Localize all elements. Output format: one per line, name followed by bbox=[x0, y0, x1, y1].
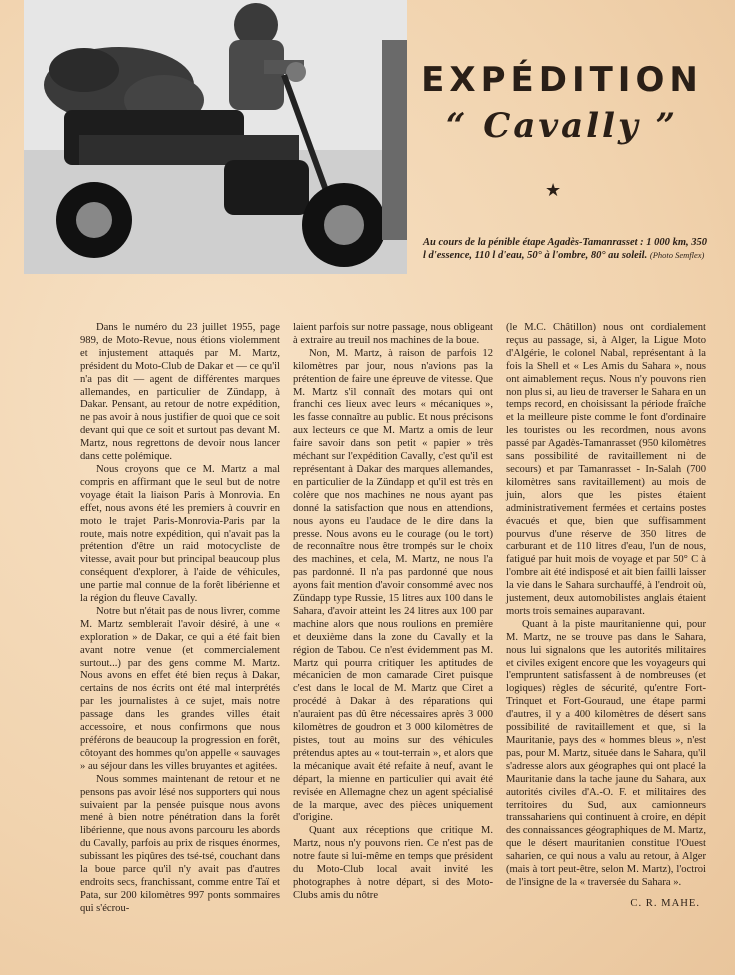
column-1 bbox=[80, 322, 280, 914]
title-block bbox=[412, 60, 712, 146]
star-icon: ★ bbox=[545, 180, 562, 200]
expedition-photo bbox=[24, 0, 407, 274]
paragraph: Non, M. Martz, à raison de parfois 12 kilomètres par jour, nous n'avions pas la prétention de faire une épreuve de vitesse. Que M. Martz s'il connaît des motars qui ont franchi ces lieux avec leurs « mécaniques », les fasse connaître au public. Et nous précisons aux lecteurs ce que M. Martz a omis de leur faire savoir dans son petit « papier » très méchant sur l'expédition Cavally, c'est qu'il est représentant à Dakar des marques allemandes, en particulier de la Zündapp et qu'il est très en colère que nos machines ne nous ayant pas donné la satisfaction que nous en attendions, nous ayons eu l'audace de le dire dans la presse. Nous avons eu le courage (ou le tort) de reconnaître nous être trompés sur le choix des machines, et cela, M. Martz, ne nous l'a pas pardonné. Il n'a pas pardonné que nous ayons fait mention d'avoir consommé avec nos Zündapp type Russie, 15 litres aux 100 dans le Sahara, d'avoir atteint les 24 litres aux 100 par machine alors que nous roulions en première et deuxième dans la zone du Cavally et la région de Tabou. Ce n'est évidemment pas M. Martz qui pourra critiquer les aptitudes de mécanicien de mon camarade Ciret puisque c'est dans le local de M. Martz que Ciret a procédé à Dakar à des réparations qui n'auraient pas dû être nécessaires après 3 000 kilomètres de goudron et 3 000 kilomètres de pistes, tout au moins sur des véhicules prétendus aptes au « tout-terrain », et alors que la mécanique avait été refaite à neuf, avant le départ, la mienne en particulier qui avait été revisée en Allemagne chez un agent spécialisé de la marque, avec des pièces uniquement d'origine. bbox=[293, 347, 493, 824]
paragraph: (le M.C. Châtillon) nous ont cordialement reçus au passage, si, à Alger, la Ligue Moto d'Algérie, le colonel Nabal, représentant à la fois la Shell et « Les Amis du Sahara », nous ont aimablement reçus. Nous n'y pouvons rien non plus si, au lieu de traverser le Sahara en un temps record, en choisissant la période fraîche et la meilleure piste comme le font d'ordinaire les touristes ou les recordmen, nous avons passé par Agadès-Tamanrasset (950 kilomètres sans possibilité de ravitaillement ni de secours) et par Tamanrasset - In-Salah (700 kilomètres sans ravitaillement) au mois de juin, alors que les pistes étaient administrativement fermées et certains postes évacués et que, bien que suffisamment pourvus d'une réserve de 350 litres de carburant et de 110 litres d'eau, l'un de nous, fatigué par huit mois de voyage et par 50° C à l'ombre ait été indisposé et ait bien failli laisser la vie dans le Sahara surchauffé, à l'endroit où, justement, deux automobilistes anglais étaient morts trois semaines auparavant. bbox=[506, 322, 706, 617]
photo-caption bbox=[423, 236, 707, 262]
photo-credit: (Photo Semflex) bbox=[649, 250, 705, 260]
caption-text: Au cours de la pénible étape Agadès-Tamanrasset : 1 000 km, 350 l d'essence, 110 l d'eau, 50° à l'ombre, 80° au soleil. bbox=[423, 237, 707, 261]
column-2 bbox=[293, 322, 493, 901]
article-columns bbox=[80, 322, 706, 914]
paragraph: Nous croyons que ce M. Martz a mal compris en affirmant que le seul but de notre voyage était la liaison Paris à Monrovia. En effet, nous avons été les premiers à couvrir en moto le trajet Paris-Monrovia-Paris par la route, mais notre expédition, qui n'avait pas la prétention d'être un raid motocycliste de vitesse, avait pour but principal beaucoup plus conséquent d'explorer, à l'aide de véhicules, une partie mal connue de la forêt libérienne et la région du fleuve Cavally. bbox=[80, 463, 280, 605]
paragraph: Notre but n'était pas de nous livrer, comme M. Martz semblerait l'avoir désiré, à une « exploration » de Dakar, ce qui a été fait bien avant notre venue (et commercialement surtout...) par des gens comme M. Martz. Nous avons en effet été bien reçus à Dakar, certains de nos écrits ont été mal interprétés par les journalistes à ce sujet, mais notre passage dans les grandes villes était accessoire, et nous confirmons que nous préférons de beaucoup la progression en forêt, côtoyant des hommes qu'on appelle « sauvages » au séjour dans les villes bruyantes et agitées. bbox=[80, 605, 280, 772]
article-title: EXPÉDITION bbox=[421, 60, 703, 100]
paragraph: Quant aux réceptions que critique M. Martz, nous n'y pouvons rien. Ce n'est pas de notre faute si lui-même en temps que président du Moto-Club local avait invité les photographes à notre départ, si des Moto-Clubs amis du nôtre bbox=[293, 825, 493, 901]
paragraph: laient parfois sur notre passage, nous obligeant à extraire au treuil nos machines de la boue. bbox=[293, 322, 493, 346]
column-3 bbox=[506, 322, 706, 909]
signature: C. R. MAHE. bbox=[630, 897, 700, 909]
paragraph: Nous sommes maintenant de retour et ne pensons pas avoir lésé nos supporters qui nous suivaient par la pensée puisque nous avons mené à bien notre pénétration dans la forêt libérienne, que nous avons parcouru les abords du Cavally, parfois au prix de risques énormes, subissant les piqûres des tsé-tsé, couchant dans la boue parce qu'il n'y avait pas d'autres endroits secs, franchissant, comme entre Taï et Pata, sur 200 kilomètres 997 ponts sommaires qui s'écrou- bbox=[80, 773, 280, 914]
paragraph: Quant à la piste mauritanienne qui, pour M. Martz, ne se trouve pas dans le Sahara, nous lui signalons que les autorités militaires et civiles exigent encore que les voyageurs qui l'empruntent satisfassent à de nombreuses (et logiques) règles de sécurité, qu'entre Fort-Trinquet et Fort-Gouraud, une étape parmi d'autres, il y a 400 kilomètres de désert sans possibilité de ravitaillement et que, si la Mauritanie, pays des « hommes bleus », n'est pas, pour M. Martz, située dans le Sahara, qu'il s'adresse alors aux géographes qui ont placé la Mauritanie dans la tache jaune du Sahara, aux autorités civiles d'A.-O. F. et militaires des territoires du Sud, aux camionneurs transsahariens qui continuent à croire, en dépit des connaissances géographiques de M. Martz, que le désert mauritanien constitue l'Ouest saharien, ce qui nous a valu au retour, à Alger (mais à tort peut-être, selon M. Martz), l'octroi de l'insigne de la « traversée du Sahara ». bbox=[506, 618, 706, 888]
article-subtitle: “ Cavally ” bbox=[445, 106, 679, 146]
paragraph: Dans le numéro du 23 juillet 1955, page 989, de Moto-Revue, nous étions violemment et injustement attaqués par M. Martz, président du Moto-Club de Dakar et — ce qu'il n'a pas dit — agent de différentes marques allemandes, en particulier de Zündapp, à Dakar. Pensant, au retour de notre expédition, ne pas avoir à nous justifier de quoi que ce soit devant qui que ce soit et surtout pas devant M. Martz, nous regrettons de devoir nous lancer dans cette polémique. bbox=[80, 322, 280, 463]
